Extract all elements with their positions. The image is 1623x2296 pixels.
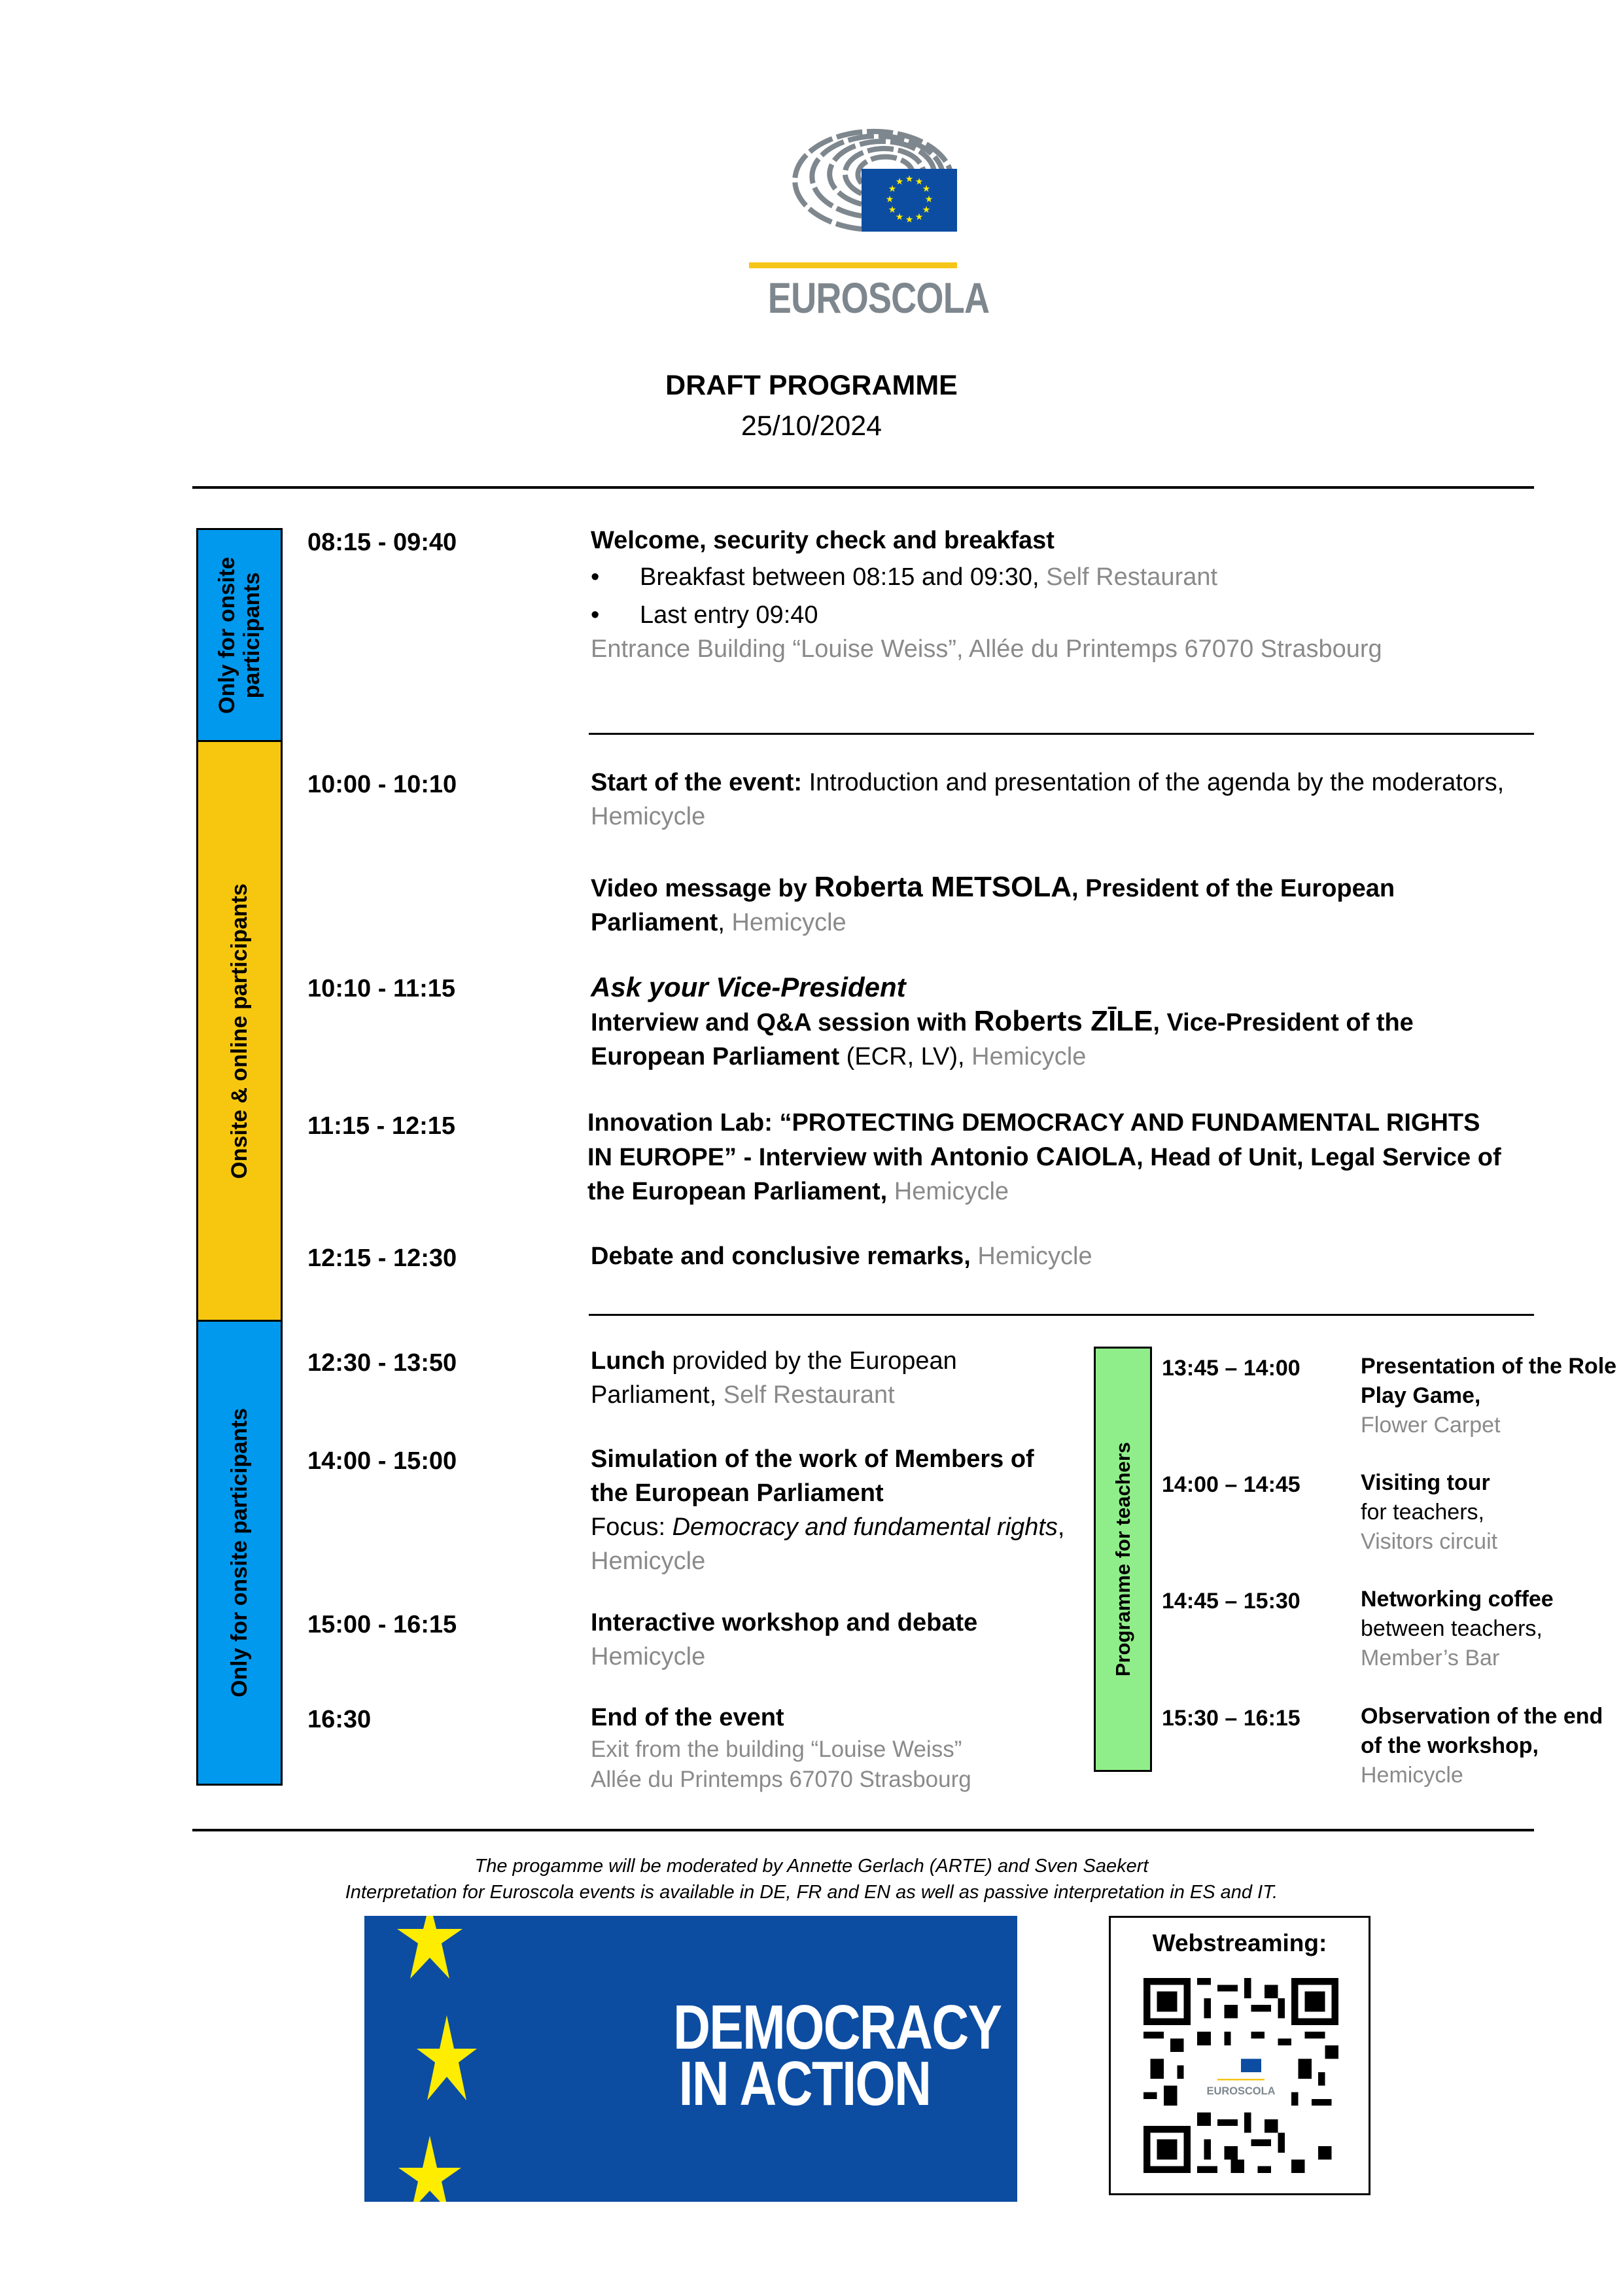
star-icon <box>364 1916 574 2202</box>
schedule-item-debate: Debate and conclusive remarks, Hemicycle <box>591 1243 1092 1270</box>
page-title: DRAFT PROGRAMME <box>665 370 958 401</box>
schedule-item-simulation: Simulation of the work of Members of the European Parliament Focus: Democracy and fundamental rights, Hemicycle <box>591 1442 1075 1578</box>
teacher-item: Visiting tour for teachers, Visitors circuit <box>1361 1468 1622 1557</box>
bullet-item: • Breakfast between 08:15 and 09:30, Self Restaurant <box>591 560 1533 594</box>
schedule-item-start: Start of the event: Introduction and presentation of the agenda by the moderators, Hemicycle <box>591 769 1505 830</box>
item-location: Hemicycle <box>731 909 846 936</box>
band-label: Only for onsite participants <box>215 556 264 714</box>
item-time: 12:30 - 13:50 <box>307 1349 457 1377</box>
item-time: 08:15 - 09:40 <box>307 529 457 556</box>
democracy-in-action-banner <box>364 1916 1017 2202</box>
band-label: Programme for teachers <box>1111 1441 1134 1677</box>
teacher-item: Presentation of the Role Play Game, Flower Carpet <box>1361 1352 1622 1440</box>
interpretation-note: Interpretation for Euroscola events is available in DE, FR and EN as well as passive interpretation in ES and IT. <box>345 1882 1278 1903</box>
top-divider <box>192 486 1534 489</box>
svg-text:★: ★ <box>915 212 924 222</box>
euroscola-logo <box>749 118 990 327</box>
schedule-item-vice-president: Ask your Vice-President Interview and Q&A session with Roberts ZĪLE, Vice-President of the European Parliament (ECR, LV), Hemicycle <box>591 970 1533 1074</box>
schedule-item-lunch: Lunch provided by the European Parliament, Self Restaurant <box>591 1347 957 1409</box>
banner-headline: DEMOCRACY IN ACTION <box>673 1992 1002 2119</box>
svg-text:★: ★ <box>895 212 904 222</box>
band-teachers <box>1094 1347 1152 1772</box>
item-time: 14:00 - 15:00 <box>307 1447 457 1475</box>
svg-text:★: ★ <box>915 177 924 187</box>
teacher-item-time: 13:45 – 14:00 <box>1162 1356 1300 1381</box>
teacher-item-time: 15:30 – 16:15 <box>1162 1706 1300 1731</box>
item-location: Visitors circuit <box>1361 1529 1498 1554</box>
item-time: 12:15 - 12:30 <box>307 1245 457 1272</box>
band-onsite-morning <box>196 528 283 742</box>
logo-yellow-line <box>749 262 957 268</box>
section-divider <box>589 733 1534 735</box>
webstreaming-qr-box[interactable] <box>1109 1916 1370 2195</box>
schedule-item-innovation-lab: Innovation Lab: “PROTECTING DEMOCRACY AND FUNDAMENTAL RIGHTS IN EUROPE” - Interview with Antonio CAIOLA, Head of Unit, Legal Service of the European Parliament, Hemicycle <box>587 1109 1501 1205</box>
logo-wordmark: EUROSCOLA <box>767 274 990 322</box>
item-location: Hemicycle <box>591 803 706 830</box>
item-title: Welcome, security check and breakfast <box>591 527 1055 554</box>
teacher-item: Observation of the end of the workshop, Hemicycle <box>1361 1702 1622 1790</box>
svg-text:★: ★ <box>922 205 931 215</box>
svg-text:★: ★ <box>924 194 934 205</box>
svg-text:EUROSCOLA: EUROSCOLA <box>1206 2085 1276 2097</box>
item-title: End of the event <box>591 1704 784 1731</box>
qr-code-icon[interactable] <box>1143 1978 1338 2173</box>
item-time: 15:00 - 16:15 <box>307 1611 457 1638</box>
item-time: 16:30 <box>307 1706 372 1733</box>
item-time: 10:10 - 11:15 <box>307 975 456 1002</box>
item-location: Hemicycle <box>971 1043 1087 1070</box>
svg-text:★: ★ <box>895 177 904 187</box>
teacher-item-time: 14:45 – 15:30 <box>1162 1589 1300 1614</box>
item-title: Ask your Vice-President <box>591 972 906 1002</box>
item-location: Flower Carpet <box>1361 1413 1501 1438</box>
schedule-item-video-message: Video message by Roberta METSOLA, President of the European Parliament, Hemicycle <box>591 871 1395 936</box>
teacher-item: Networking coffee between teachers, Member’s Bar <box>1361 1585 1622 1673</box>
band-label: Onsite & online participants <box>227 883 252 1179</box>
schedule-item-workshop <box>591 1606 1075 1674</box>
item-time: 11:15 - 12:15 <box>307 1112 456 1140</box>
webstreaming-label: Webstreaming: <box>1152 1930 1327 1956</box>
hemicycle-icon <box>749 118 958 275</box>
item-location: Hemicycle <box>977 1243 1092 1270</box>
bullet-item: • Last entry 09:40 <box>591 598 1533 632</box>
item-location: Hemicycle <box>894 1178 1009 1205</box>
item-location: Member’s Bar <box>1361 1646 1500 1670</box>
schedule-item-end <box>591 1701 1075 1795</box>
item-time: 10:00 - 10:10 <box>307 771 457 798</box>
programme-date: 25/10/2024 <box>741 410 882 442</box>
item-title: Interactive workshop and debate <box>591 1609 978 1636</box>
section-divider <box>589 1314 1534 1316</box>
item-location: Hemicycle <box>591 1643 706 1670</box>
bottom-divider <box>192 1829 1534 1831</box>
teacher-item-time: 14:00 – 14:45 <box>1162 1472 1300 1497</box>
item-location: Self Restaurant <box>1046 563 1218 591</box>
band-onsite-afternoon <box>196 1320 283 1786</box>
svg-text:★: ★ <box>905 215 914 225</box>
item-location: Hemicycle <box>1361 1763 1463 1788</box>
svg-text:★: ★ <box>922 184 931 194</box>
moderators-note: The progamme will be moderated by Annette Gerlach (ARTE) and Sven Saekert <box>474 1856 1149 1877</box>
schedule-item-welcome <box>591 523 1533 666</box>
item-location: Allée du Printemps 67070 Strasbourg <box>591 1767 971 1792</box>
svg-text:★: ★ <box>888 205 897 215</box>
svg-text:★: ★ <box>885 194 894 205</box>
band-onsite-online <box>196 740 283 1322</box>
item-location: Exit from the building “Louise Weiss” <box>591 1737 962 1762</box>
svg-text:★: ★ <box>905 174 914 185</box>
speaker-name: Roberts ZĪLE <box>973 1005 1153 1037</box>
band-label: Only for onsite participants <box>227 1407 252 1698</box>
item-title: Simulation of the work of Members of the European Parliament <box>591 1445 1034 1507</box>
speaker-name: Roberta METSOLA <box>814 871 1072 903</box>
item-location: Hemicycle <box>591 1547 706 1575</box>
svg-text:★: ★ <box>888 184 897 194</box>
item-location: Self Restaurant <box>723 1381 895 1409</box>
item-location: Entrance Building “Louise Weiss”, Allée du Printemps 67070 Strasbourg <box>591 635 1382 663</box>
speaker-name: Antonio CAIOLA <box>930 1142 1137 1171</box>
